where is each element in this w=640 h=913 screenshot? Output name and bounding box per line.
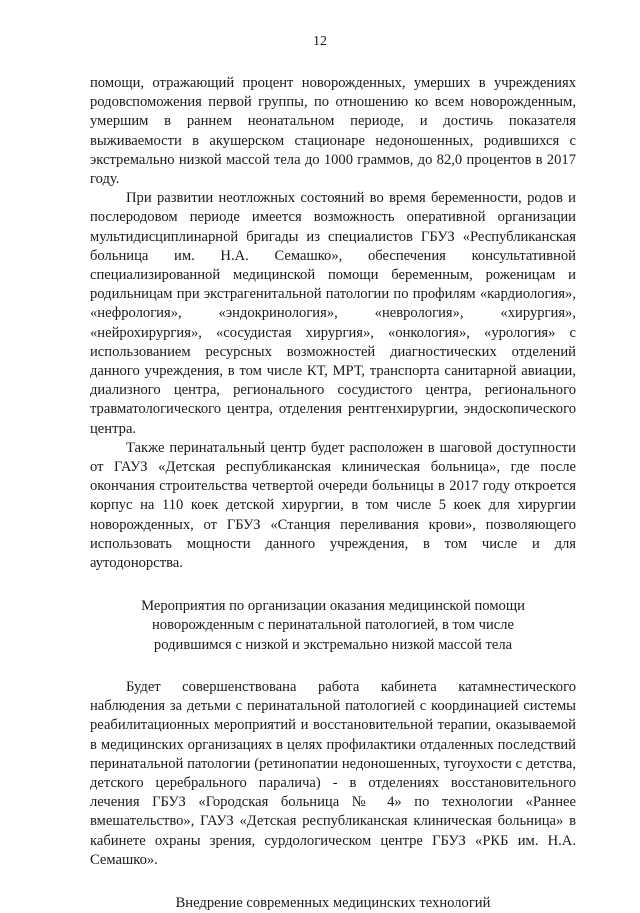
paragraph-perinatal-center-location: Также перинатальный центр будет расположен в шаговой доступности от ГАУЗ «Детская республиканская клиническая больница», где после окончания строительства четвертой очереди больницы в 2017 году откроется корпус на 110 коек детской хирургии, в том числе 5 коек для хирургии новорожденных, от ГБУЗ «Станция переливания крови», позволяющего использовать мощности данного учреждения, в том числе и для аутодонорства. [90, 439, 576, 572]
page-number: 12 [313, 34, 327, 49]
section-heading-newborn-care: Мероприятия по организации оказания медицинской помощи новорожденным с перинатальной патологией, в том числе родившимся с низкой и экстремально низкой массой тела [141, 598, 525, 653]
paragraph-neonatal-survival: помощи, отражающий процент новорожденных, умерших в учреждениях родовспоможения первой группы, по отношению ко всем новорожденным, умершим в раннем неонатальном периоде, и достичь показателя выживаемости в акушерском стационаре недоношенных, родившихся с экстремально низкой массой тела до 1000 граммов, до 82,0 процентов в 2017 году. [90, 75, 576, 188]
paragraph-catamnesis-cabinet: Будет совершенствована работа кабинета катамнестического наблюдения за детьми с перинатальной патологией с координацией системы реабилитационных мероприятий и восстановительной терапии, оказываемой в медицинских организациях в целях профилактики отдаленных последствий перинатальной патологии (ретинопатии недоношенных, тугоухости с детства, детского церебрального паралича) - в отделениях восстановительного лечения ГБУЗ «Городская больница № 4» по технологии «Раннее вмешательство», ГАУЗ «Детская республиканская клиническая больница» в кабинете охраны зрения, сурдологическом центре ГБУЗ «РКБ им. Н.А. Семашко». [90, 678, 576, 868]
document-body [90, 74, 576, 913]
section-heading-modern-technologies: Внедрение современных медицинских технологий [175, 894, 491, 911]
paragraph-emergency-care: При развитии неотложных состояний во время беременности, родов и послеродовом периоде имеется возможность оперативной организации мультидисциплинарной бригады из специалистов ГБУЗ «Республиканская больница им. Н.А. Семашко», обеспечения консультативной специализированной медицинской помощи беременным, роженицам и родильницам при экстрагенитальной патологии по профилям «кардиология», «нефрология», «эндокринология», «неврология», «хирургия», «нейрохирургия», «сосудистая хирургия», «онкология», «урология» с использованием ресурсных возможностей диагностических отделений данного учреждения, в том числе КТ, МРТ, транспорта санитарной авиации, диализного центра, регионального сосудистого центра, регионального травматологического центра, отделения рентгенхирургии, эндоскопического центра. [90, 190, 576, 437]
